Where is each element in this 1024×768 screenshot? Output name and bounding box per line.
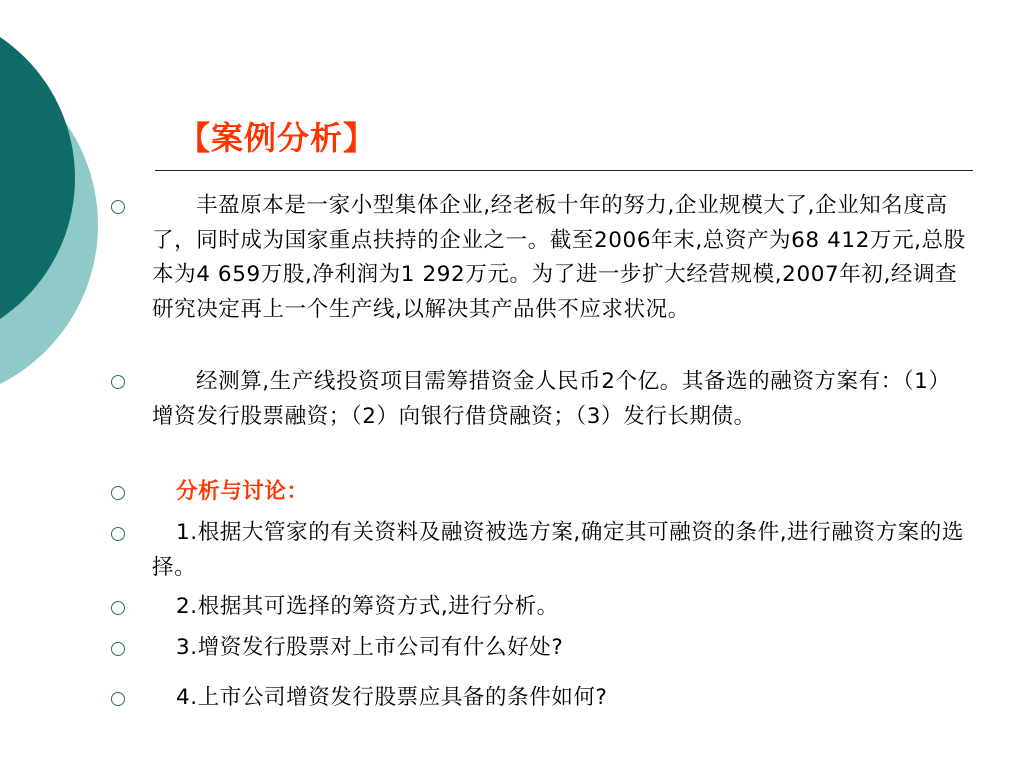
slide-title: 【案例分析】 <box>178 119 377 157</box>
bullet-circle-icon <box>111 601 125 615</box>
case-description-paragraph: 丰盈原本是一家小型集体企业,经老板十年的努力,企业规模大了,企业知名度高了，同时成为国家重点扶持的企业之一。截至2006年末,总资产为68 412万元,总股本为4 659万股,净利润为1 292万元。为了进一步扩大经营规模,2007年初,经调查研究决定再上一个生产线,以解决其产品供不应求状况。 <box>152 193 966 322</box>
bullet-circle-icon <box>111 527 125 541</box>
bullet-circle-icon <box>111 375 125 389</box>
question-3: 3.增资发行股票对上市公司有什么好处? <box>176 635 564 660</box>
question-4: 4.上市公司增资发行股票应具备的条件如何? <box>176 685 608 710</box>
bullet-circle-icon <box>111 642 125 656</box>
bullet-circle-icon <box>111 486 125 500</box>
question-2: 2.根据其可选择的筹资方式,进行分析。 <box>176 594 559 619</box>
bullet-circle-icon <box>111 200 125 214</box>
question-1: 1.根据大管家的有关资料及融资被选方案,确定其可融资的条件,进行融资方案的选择。 <box>152 520 964 580</box>
financing-options-paragraph: 经测算,生产线投资项目需筹措资金人民币2个亿。其备选的融资方案有：（1）增资发行股票融资；（2）向银行借贷融资；（3）发行长期债。 <box>152 369 951 429</box>
bullet-circle-icon <box>111 692 125 706</box>
discussion-heading: 分析与讨论： <box>176 479 309 504</box>
